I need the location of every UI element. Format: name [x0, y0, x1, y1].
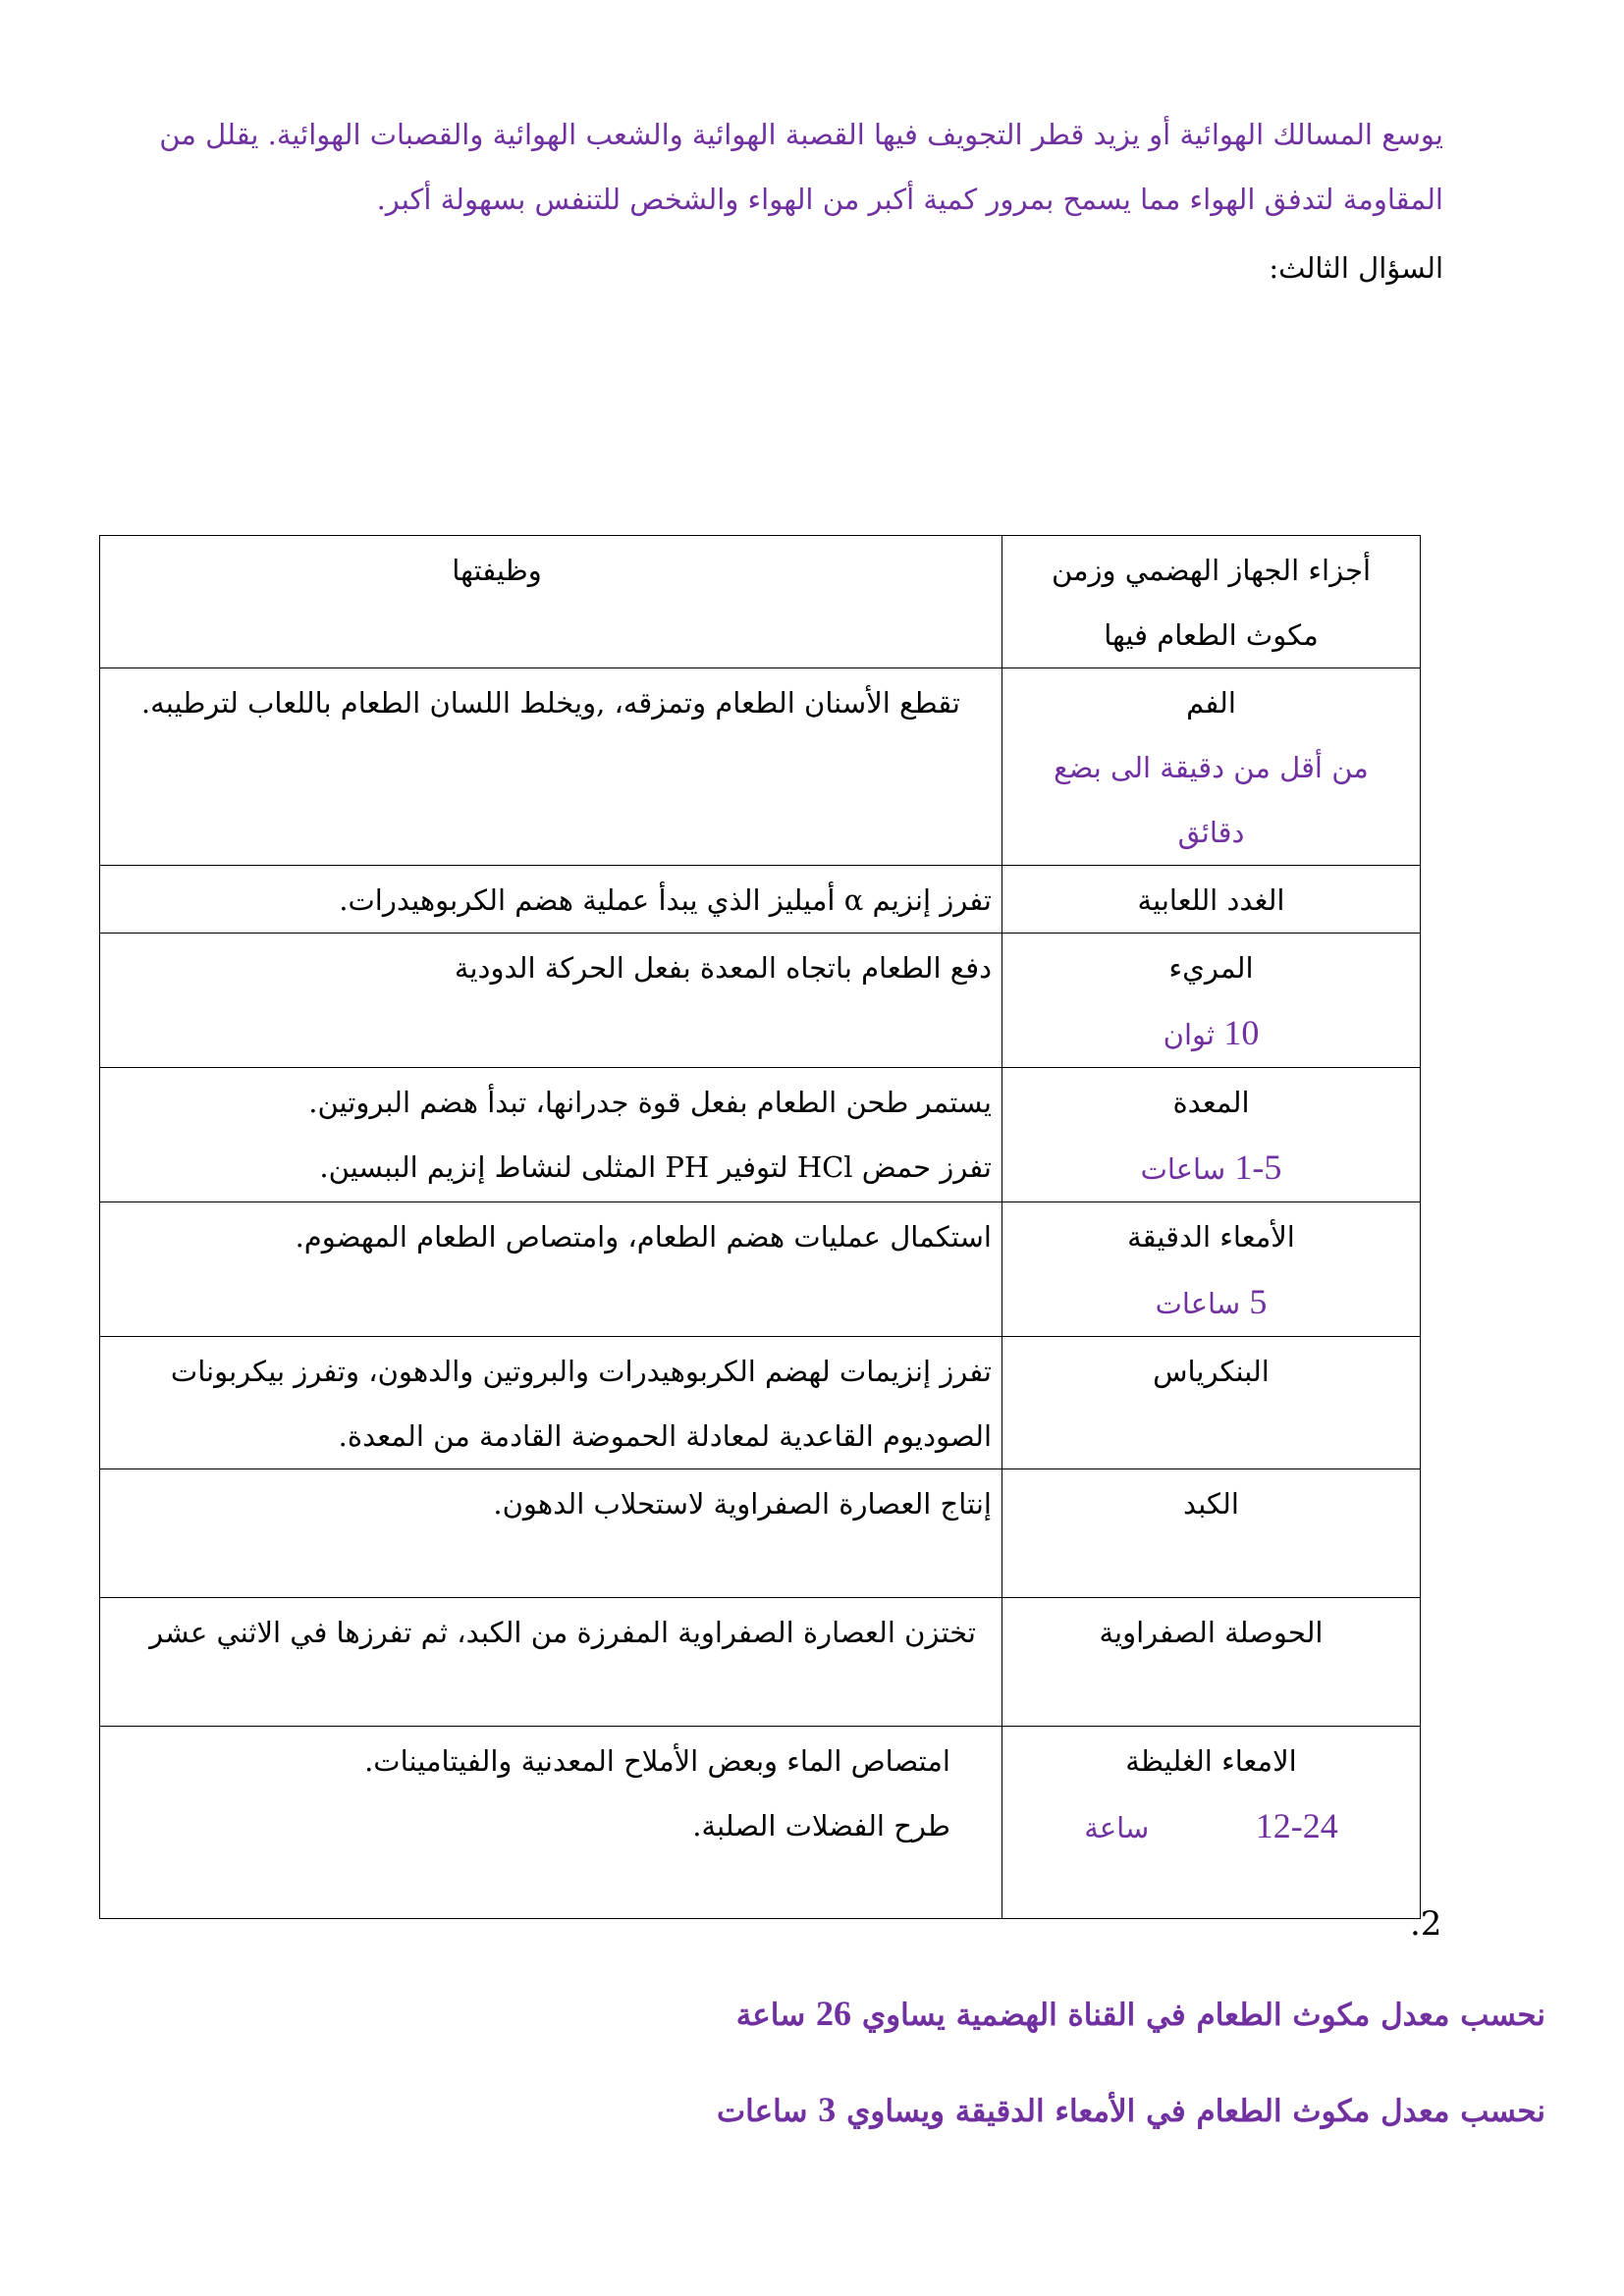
function-line-1: امتصاص الماء وبعض الأملاح المعدنية والفيتامينات. — [364, 1744, 950, 1778]
summary-line-2 — [717, 2089, 1545, 2130]
part-cell — [1002, 1337, 1421, 1469]
part-cell — [1002, 934, 1421, 1068]
function-line-1: تختزن العصارة الصفراوية المفرزة من الكبد، ثم تفرزها في الاثني عشر — [149, 1616, 976, 1649]
function-cell — [100, 934, 1002, 1068]
table-row — [100, 1469, 1421, 1598]
function-cell — [100, 1598, 1002, 1727]
header-part-line-1: أجزاء الجهاز الهضمي وزمن — [1051, 554, 1372, 587]
table-row — [100, 1202, 1421, 1337]
table-row — [100, 1727, 1421, 1919]
function-line-1: إنتاج العصارة الصفراوية لاستحلاب الدهون. — [493, 1487, 992, 1521]
summary-2-number: 3 — [818, 2090, 837, 2129]
table-row — [100, 1337, 1421, 1469]
header-function-cell — [100, 536, 1002, 668]
time-number: 1-5 — [1234, 1148, 1282, 1187]
part-name: الامعاء الغليظة — [1125, 1744, 1297, 1778]
part-name: المريء — [1168, 951, 1254, 985]
time-value — [1012, 1269, 1410, 1336]
function-line-1: تفرز إنزيمات لهضم الكربوهيدرات والبروتين والدهون، وتفرز بيكربونات — [170, 1355, 992, 1388]
part-cell — [1002, 1469, 1421, 1598]
time-value — [1012, 1000, 1410, 1067]
intro-line-2: المقاومة لتدفق الهواء مما يسمح بمرور كمية أكبر من الهواء والشخص للتنفس بسهولة أكبر. — [376, 183, 1443, 216]
function-line-1: استكمال عمليات هضم الطعام، وامتصاص الطعام المهضوم. — [295, 1220, 992, 1254]
header-function-label: وظيفتها — [452, 554, 542, 587]
part-cell — [1002, 866, 1421, 934]
time-line-1: من أقل من دقيقة الى بضع — [1054, 751, 1369, 784]
part-name: المعدة — [1172, 1086, 1250, 1119]
table-row — [100, 866, 1421, 934]
part-name: البنكرياس — [1153, 1355, 1270, 1388]
part-cell — [1002, 1068, 1421, 1202]
intro-line-1: يوسع المسالك الهوائية أو يزيد قطر التجويف فيها القصبة الهوائية والشعب الهوائية والقصبات الهوائية. يقلل من — [159, 118, 1443, 151]
part-cell — [1002, 1727, 1421, 1919]
summary-2-unit: ساعات — [716, 2094, 808, 2129]
function-cell — [100, 1068, 1002, 1202]
header-part-cell — [1002, 536, 1421, 668]
part-cell — [1002, 668, 1421, 866]
time-line-2: دقائق — [1177, 816, 1245, 849]
part-name: الحوصلة الصفراوية — [1099, 1616, 1324, 1649]
table-header-row — [100, 536, 1421, 668]
function-cell — [100, 1469, 1002, 1598]
function-line-1: دفع الطعام باتجاه المعدة بفعل الحركة الدودية — [454, 951, 992, 985]
time-unit: ثوان — [1163, 1018, 1216, 1051]
function-cell — [100, 1727, 1002, 1919]
function-line-2: الصوديوم القاعدية لمعادلة الحموضة القادمة من المعدة. — [338, 1419, 992, 1453]
table-row — [100, 934, 1421, 1068]
time-number: 10 — [1223, 1013, 1260, 1052]
table-row — [100, 668, 1421, 866]
function-cell — [100, 668, 1002, 866]
function-line-1: تفرز إنزيم α أميليز الذي يبدأ عملية هضم الكربوهيدرات. — [339, 883, 992, 917]
part-cell — [1002, 1202, 1421, 1337]
summary-2-text: نحسب معدل مكوث الطعام في الأمعاء الدقيقة ويساوي — [846, 2094, 1545, 2129]
summary-1-unit: ساعة — [735, 1998, 806, 2033]
part-cell — [1002, 1598, 1421, 1727]
table-row — [100, 1598, 1421, 1727]
summary-line-1 — [736, 1993, 1545, 2034]
time-value — [1012, 1793, 1410, 1860]
time-unit: ساعات — [1155, 1287, 1241, 1320]
time-unit: ساعات — [1140, 1152, 1226, 1186]
summary-1-number: 26 — [816, 1994, 852, 2033]
function-cell — [100, 1337, 1002, 1469]
part-name: الأمعاء الدقيقة — [1127, 1220, 1295, 1254]
summary-1-text: نحسب معدل مكوث الطعام في القناة الهضمية يساوي — [861, 1998, 1545, 2033]
time-unit: ساعة — [1084, 1811, 1150, 1844]
time-number: 12-24 — [1255, 1806, 1338, 1845]
question-heading: السؤال الثالث: — [1269, 251, 1443, 285]
digestive-table — [99, 535, 1421, 1919]
time-number: 5 — [1249, 1282, 1268, 1321]
header-part-line-2: مكوث الطعام فيها — [1104, 618, 1319, 652]
function-line-2: طرح الفضلات الصلبة. — [692, 1809, 950, 1842]
function-cell — [100, 1202, 1002, 1337]
function-cell — [100, 866, 1002, 934]
time-value — [1012, 1135, 1410, 1201]
table-row — [100, 1068, 1421, 1202]
item-number: .2 — [1410, 1904, 1442, 1944]
part-name: الغدد اللعابية — [1137, 883, 1285, 917]
part-name: الفم — [1186, 686, 1236, 720]
part-name: الكبد — [1183, 1487, 1239, 1521]
function-line-1: يستمر طحن الطعام بفعل قوة جدرانها، تبدأ هضم البروتين. — [308, 1086, 992, 1119]
function-line-1: تقطع الأسنان الطعام وتمزقه، ,ويخلط اللسان الطعام باللعاب لترطيبه. — [140, 686, 960, 720]
function-line-2: تفرز حمض HCl لتوفير PH المثلى لنشاط إنزيم الببسين. — [319, 1150, 992, 1184]
